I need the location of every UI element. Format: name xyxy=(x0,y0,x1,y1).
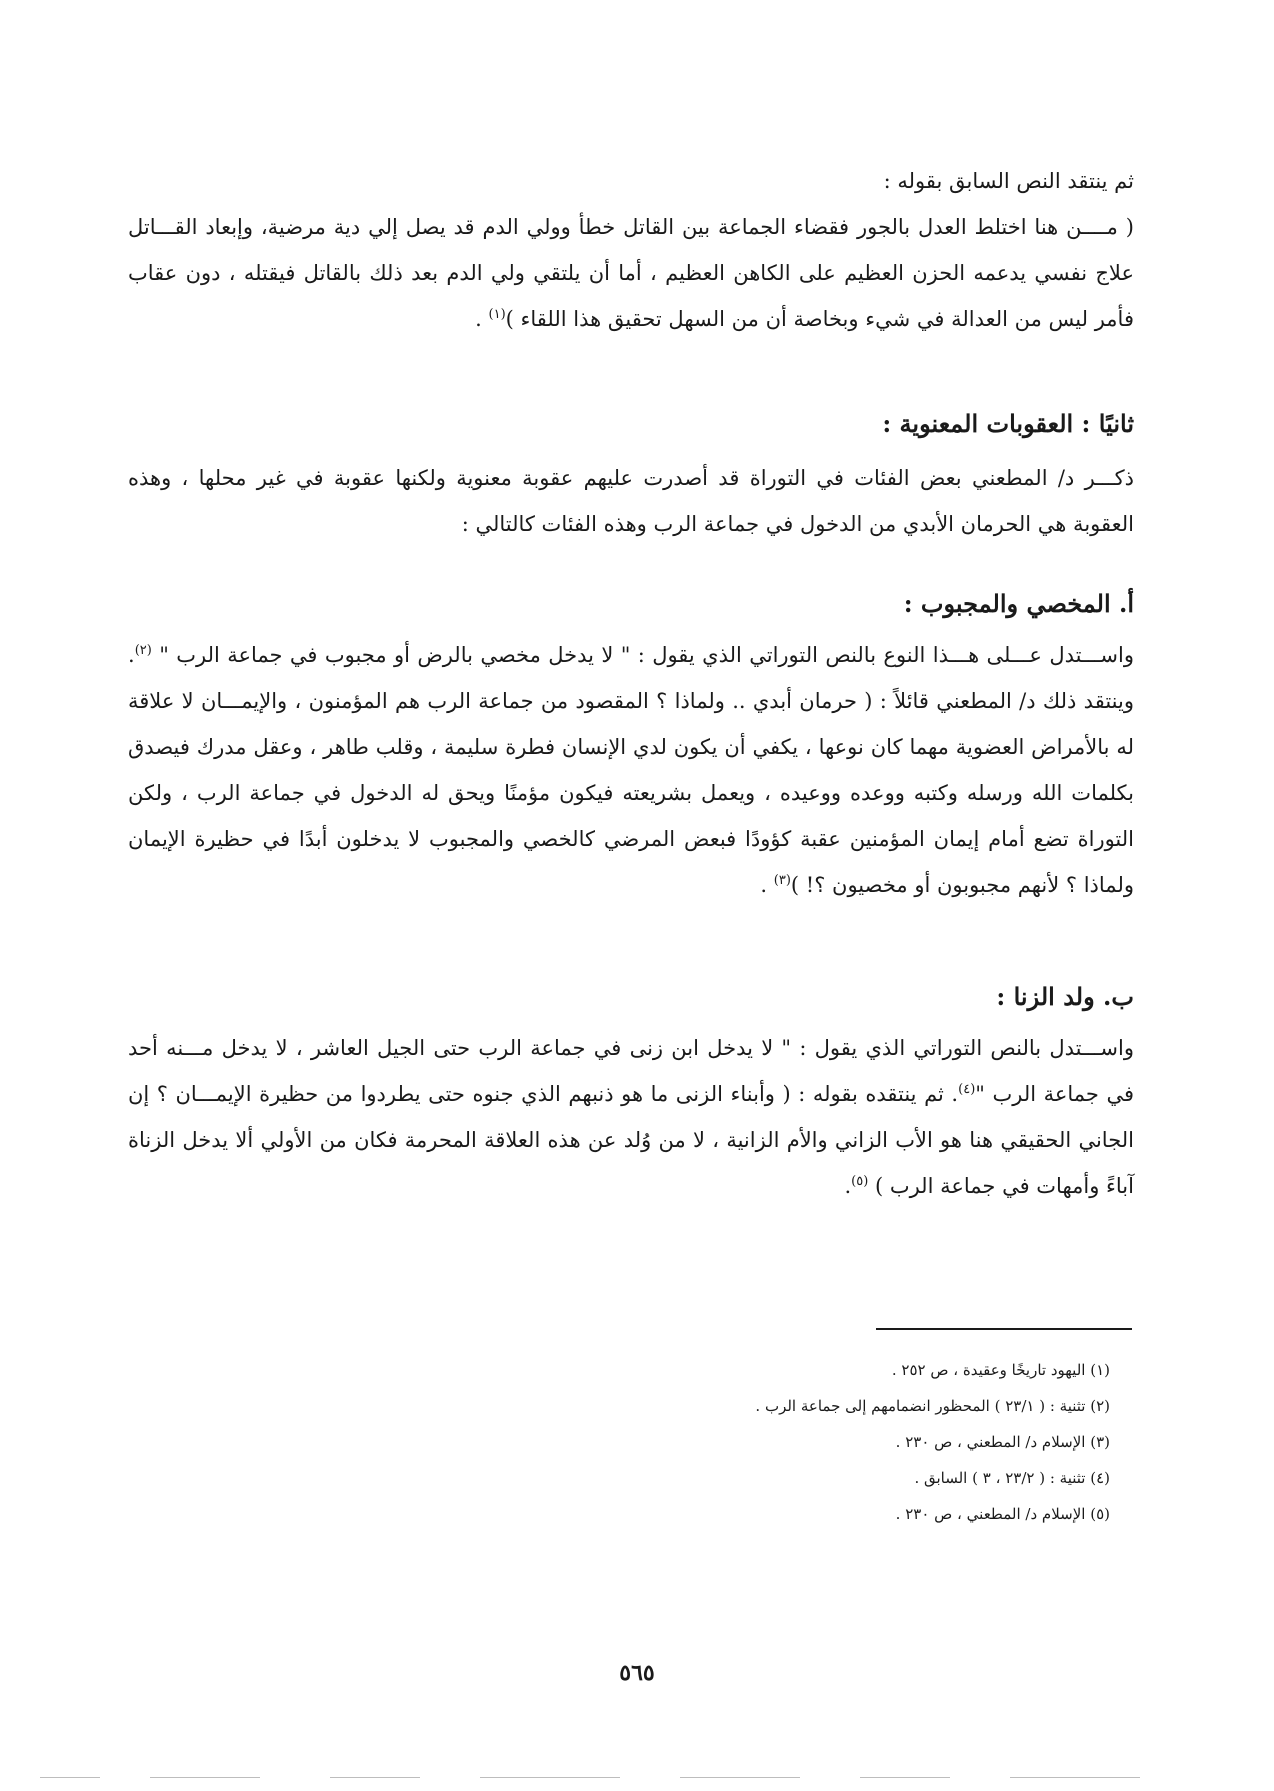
subsection-a-text-2: . وينتقد ذلك د/ المطعني قائلاً : ( حرمان أبدي .. ولماذا ؟ المقصود من جماعة الرب هم المؤمنون ، والإيمـــان لا علاقة له بالأمراض العضوية مهما كان نوعها ، يكفي أن يكون لدي الإنسان فطرة سليمة ، وقلب طاهر ، وعقل مدرك فيصدق بكلمات الله ورسله وكتبه ووعده ووعيده ، ويعمل بشريعته فيكون مؤمنًا ويحق له الدخول في جماعة الرب ، ولكن التوراة تضع أمام إيمان المؤمنين عقبة كؤودًا فبعض المرضي كالخصي والمجبوب لا يدخلون أبدًا في حظيرة الإيمان ولماذا ؟ لأنهم مجبوبون أو مخصيون ؟! ) xyxy=(128,643,1134,897)
scan-edge-line xyxy=(330,1777,420,1778)
subsection-b-text-2: . ثم ينتقده بقوله : ( وأبناء الزنى ما هو ذنبهم الذي جنوه حتى يطردوا من حظيرة الإيمـــان ؟ إن الجاني الحقيقي هنا هو الأب الزاني والأم الزانية ، لا من وُلد عن هذه العلاقة المحرمة فكان من الأولي ألا يدخل الزناة آباءً وأمهات في جماعة الرب ) xyxy=(128,1082,1134,1198)
scan-edge-line xyxy=(480,1777,620,1778)
quote-tail: . xyxy=(475,307,489,331)
footnote-3: (٣) الإسلام د/ المطعني ، ص ٢٣٠ . xyxy=(895,1433,1110,1451)
subsection-heading-a: أ. المخصي والمجبوب : xyxy=(903,589,1134,618)
footnote-ref-3: (٣) xyxy=(773,873,791,888)
footnote-ref-4: (٤) xyxy=(958,1082,976,1097)
footnote-separator xyxy=(876,1328,1132,1330)
scan-edge-line xyxy=(860,1777,950,1778)
subsection-b-text-1: واســـتدل بالنص التوراتي الذي يقول : " لا يدخل ابن زنى في جماعة الرب حتى الجيل العاشر ، لا يدخل مـــنه أحد في جماعة الرب " xyxy=(128,1036,1134,1106)
footnote-ref-2: (٢) xyxy=(134,643,152,658)
quoted-critique-paragraph xyxy=(128,204,1134,342)
scan-edge-line xyxy=(1010,1777,1140,1778)
scan-edge-line xyxy=(40,1777,100,1778)
scan-edge-line xyxy=(150,1777,260,1778)
footnote-4: (٤) تثنية : ( ٢٣/٢ ، ٣ ) السابق . xyxy=(914,1469,1110,1487)
subsection-a-paragraph xyxy=(128,632,1134,908)
subsection-b-paragraph xyxy=(128,1025,1134,1209)
footnote-ref-1: (١) xyxy=(488,307,506,322)
quote-text: ( مــــن هنا اختلط العدل بالجور فقضاء الجماعة بين القاتل خطأ وولي الدم قد يصل إلي دية مرضية، وإبعاد القـــاتل علاج نفسي يدعمه الحزن العظيم على الكاهن العظيم ، أما أن يلتقي ولي الدم بعد ذلك بالقاتل فيقتله ، دون عقاب فأمر ليس من العدالة في شيء وبخاصة أن من السهل تحقيق هذا اللقاء ) xyxy=(128,215,1134,331)
footnote-ref-5: (٥) xyxy=(851,1174,869,1189)
scan-edge-line xyxy=(680,1777,800,1778)
subsection-a-text-1: واســـتدل عـــلى هـــذا النوع بالنص التوراتي الذي يقول : " لا يدخل مخصي بالرض أو مجبوب في جماعة الرب " xyxy=(151,643,1134,667)
subsection-a-tail: . xyxy=(760,873,774,897)
footnote-5: (٥) الإسلام د/ المطعني ، ص ٢٣٠ . xyxy=(895,1505,1110,1523)
section-heading-moral-punishments: ثانيًا : العقوبات المعنوية : xyxy=(882,409,1134,438)
footnote-2: (٢) تثنية : ( ٢٣/١ ) المحظور انضمامهم إلى جماعة الرب . xyxy=(755,1397,1110,1415)
moral-punishments-paragraph: ذكـــر د/ المطعني بعض الفئات في التوراة قد أصدرت عليهم عقوبة معنوية ولكنها عقوبة في غير محلها ، وهذه العقوبة هي الحرمان الأبدي من الدخول في جماعة الرب وهذه الفئات كالتالي : xyxy=(128,466,1134,536)
footnote-1: (١) اليهود تاريخًا وعقيدة ، ص ٢٥٢ . xyxy=(891,1361,1110,1379)
intro-line: ثم ينتقد النص السابق بقوله : xyxy=(883,169,1134,193)
footnotes xyxy=(300,1352,1110,1532)
page-number: ٥٦٥ xyxy=(619,1660,655,1686)
subsection-b-tail: . xyxy=(844,1174,852,1198)
subsection-heading-b: ب. ولد الزنا : xyxy=(996,982,1134,1011)
